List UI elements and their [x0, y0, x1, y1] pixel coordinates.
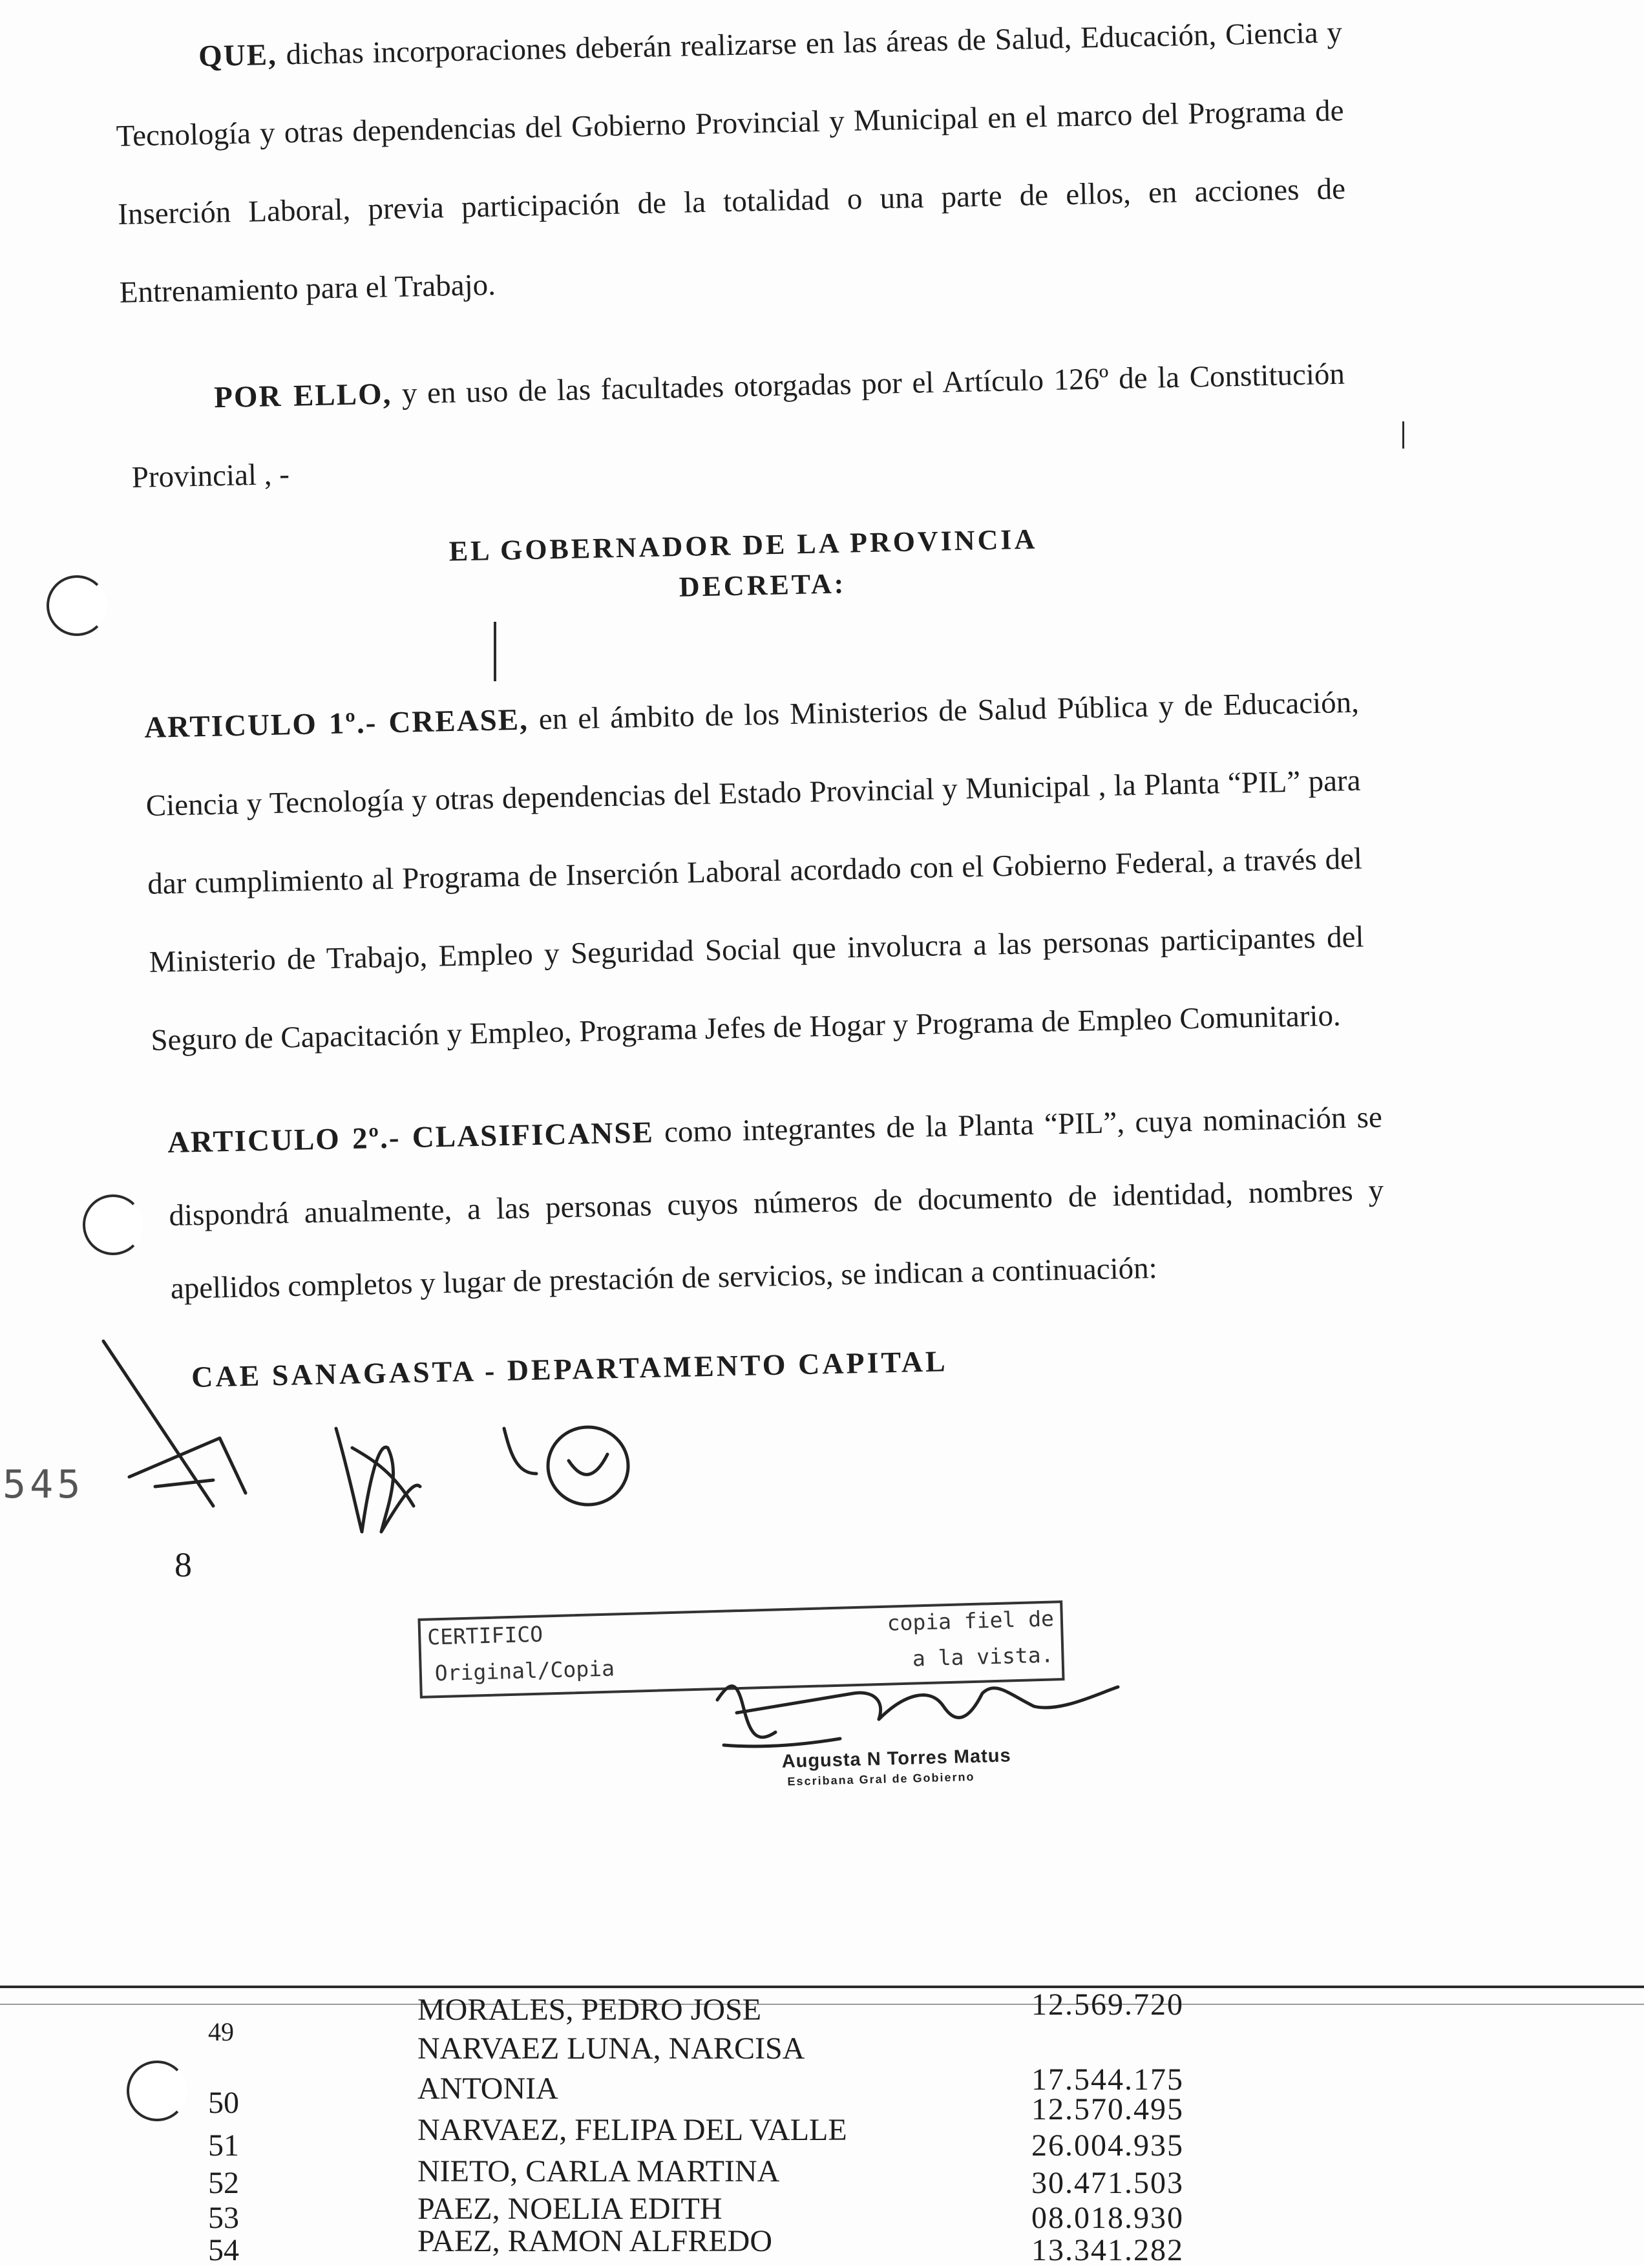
row-document: 08.018.930: [1031, 2201, 1184, 2235]
article-1: [143, 664, 1366, 1080]
row-name: MORALES, PEDRO JOSE: [417, 1993, 762, 2027]
row-name: PAEZ, RAMON ALFREDO: [417, 2224, 772, 2258]
notary-title: Escribana Gral de Gobierno: [787, 1770, 975, 1788]
row-number: 51: [208, 2128, 239, 2163]
row-name: NIETO, CARLA MARTINA: [417, 2154, 780, 2189]
page-break-rule: [0, 1986, 1644, 1988]
margin-number: 545: [3, 1462, 85, 1507]
paragraph-que-text: dichas incorporaciones deberán realizarse en las áreas de Salud, Educación, Ciencia y Tecnología y otras dependencias del Gobierno Provincial y Municipal en el marco del Programa de Inserción Laboral, previa participación de la totalidad o una parte de ellos, en acciones de Entrenamiento para el Trabajo.: [116, 16, 1346, 310]
row-number: 54: [208, 2233, 239, 2267]
decree-heading-line1: EL GOBERNADOR DE LA PROVINCIA: [448, 523, 1038, 567]
row-name: ANTONIA: [417, 2072, 558, 2106]
paragraph-por-ello-text: y en uso de las facultades otorgadas por el Artículo 126º de la Constitución Provincial , -: [131, 357, 1345, 494]
stamp-text-a-la-vista: a la vista.: [912, 1642, 1054, 1671]
stray-mark: [1402, 421, 1404, 449]
margin-mark: 8: [174, 1545, 192, 1584]
row-number: 50: [208, 2086, 239, 2120]
list-row: [0, 2154, 1644, 2200]
stray-mark: [494, 622, 496, 681]
list-row: [0, 2223, 1644, 2267]
row-name: NARVAEZ LUNA, NARCISA: [417, 2031, 805, 2066]
notary-block: [781, 1745, 1011, 1788]
row-name: PAEZ, NOELIA EDITH: [417, 2192, 722, 2226]
article-1-text: en el ámbito de los Ministerios de Salud Pública y de Educación, Ciencia y Tecnología y otras dependencias del Estado Provincial y Municipal , la Planta “PIL” para dar cumplimiento al Programa de Inserción Laboral acordado con el Gobierno Federal, a través del Ministerio de Trabajo, Empleo y Seguridad Social que involucra a las personas participantes del Seguro de Capacitación y Empleo, Programa Jefes de Hogar y Programa de Empleo Comunitario.: [145, 685, 1364, 1057]
paragraph-que: [114, 0, 1348, 332]
row-document: 17.544.175: [1031, 2062, 1184, 2097]
row-number: 53: [208, 2201, 239, 2235]
certification-stamp: [417, 1600, 1064, 1699]
row-name: NARVAEZ, FELIPA DEL VALLE: [417, 2113, 847, 2147]
notary-name: Augusta N Torres Matus: [781, 1745, 1012, 1772]
paragraph-por-ello: [129, 335, 1347, 517]
punch-hole-top: [47, 575, 107, 636]
article-2-lead: ARTICULO 2º.- CLASIFICANSE: [167, 1116, 655, 1160]
row-document: 26.004.935: [1031, 2128, 1184, 2163]
list-row: [0, 1987, 1644, 2046]
row-document: 13.341.282: [1031, 2233, 1184, 2267]
row-document: 12.569.720: [1031, 1987, 1184, 2022]
punch-hole-middle: [83, 1194, 143, 1255]
row-document: 30.471.503: [1031, 2166, 1184, 2200]
section-title: CAE SANAGASTA - DEPARTAMENTO CAPITAL: [191, 1344, 949, 1394]
row-number: 52: [208, 2166, 239, 2200]
decree-heading-line2: DECRETA:: [679, 567, 847, 603]
stamp-text-original: Original/Copia: [434, 1655, 615, 1686]
article-2: [167, 1081, 1386, 1326]
row-number: 49: [208, 2017, 234, 2046]
list-row: [0, 2112, 1644, 2163]
paragraph-que-lead: QUE,: [198, 37, 278, 74]
stamp-text-copia-fiel: copia fiel de: [887, 1606, 1055, 1636]
row-document: 12.570.495: [1031, 2092, 1184, 2126]
stamp-text-certifico: CERTIFICO: [427, 1621, 543, 1650]
article-1-lead: ARTICULO 1º.- CREASE,: [143, 703, 529, 745]
list-row: [0, 2031, 1644, 2071]
article-2-text: como integrantes de la Planta “PIL”, cuya nominación se dispondrá anualmente, a las personas cuyos números de documento de identidad, nombres y apellidos completos y lugar de prestación de servicios, se indican a continuación:: [168, 1100, 1384, 1306]
paragraph-por-ello-lead: POR ELLO,: [213, 377, 392, 415]
